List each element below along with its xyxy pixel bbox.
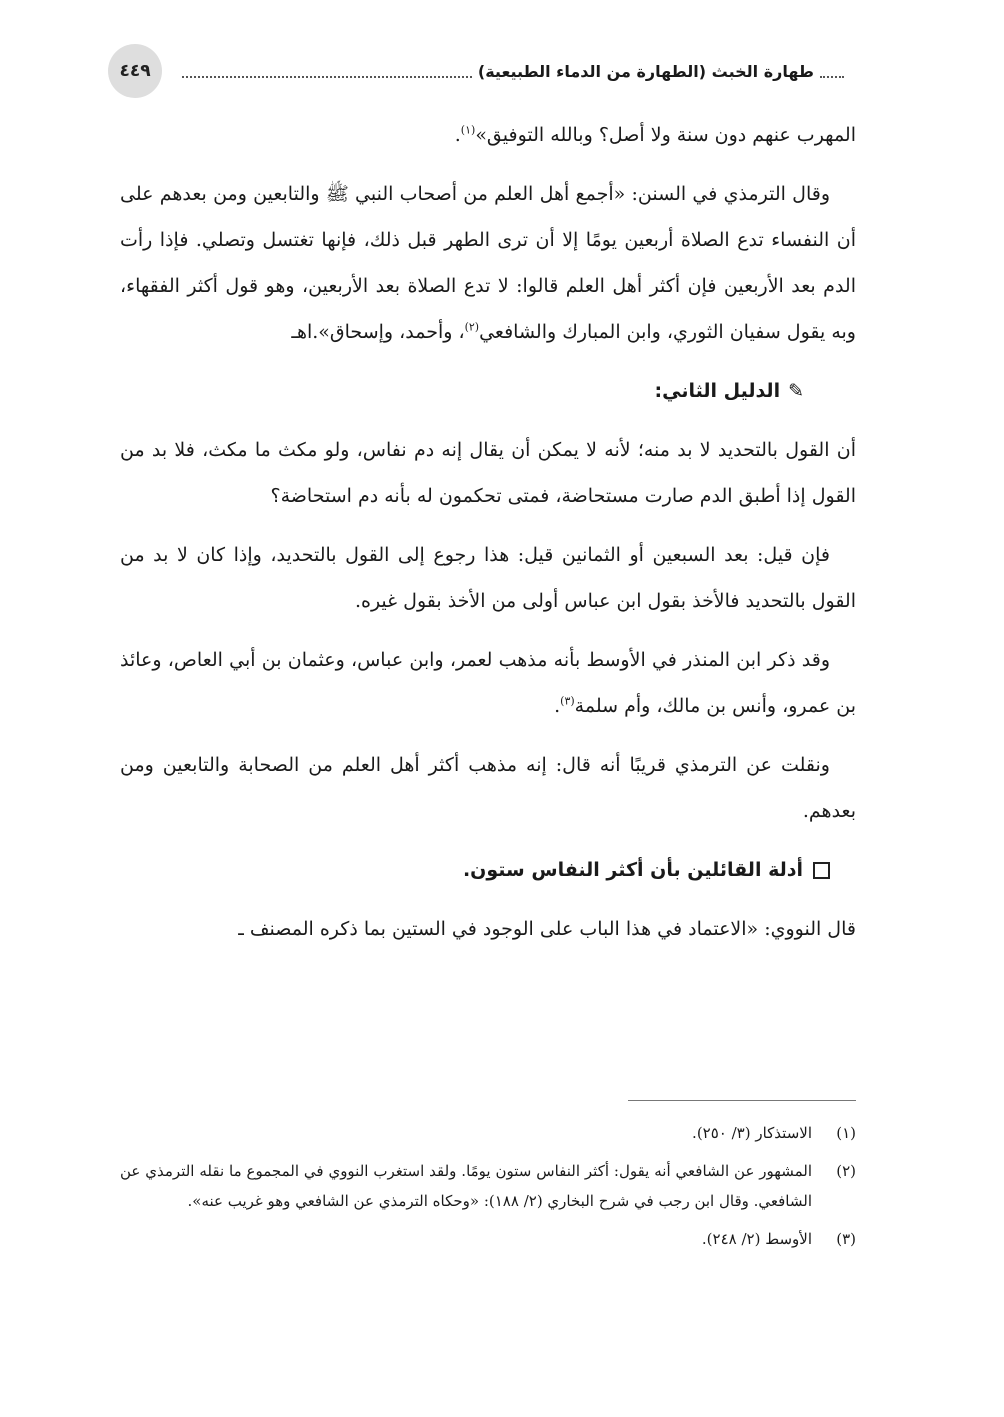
leader-dots-right bbox=[820, 64, 844, 78]
paragraph-2-text: وقال الترمذي في السنن: «أجمع أهل العلم من أصحاب النبي ﷺ والتابعين ومن بعدهم على أن النفساء تدع الصلاة أربعين يومًا إلا أن ترى الطهر قبل ذلك، فإنها تغتسل وتصلي. فإذا رأت الدم بعد الأربعين فإن أكثر أهل العلم قالوا: لا تدع الصلاة بعد الأربعين، وهو قول أكثر الفقهاء، وبه يقول سفيان الثوري، وابن المبارك والشافعي bbox=[120, 183, 856, 343]
heading-second-evidence-text: الدليل الثاني: bbox=[654, 380, 781, 402]
footnote-ref-1: (١) bbox=[460, 123, 476, 137]
heading-sixty-days bbox=[120, 847, 856, 893]
footnotes bbox=[120, 1118, 856, 1262]
footnote-number: (١) bbox=[836, 1124, 856, 1142]
pen-marker-icon: ✎ bbox=[788, 380, 804, 402]
paragraph-1-text: المهرب عنهم دون سنة ولا أصل؟ وبالله التوفيق» bbox=[475, 124, 856, 146]
page-header bbox=[108, 44, 850, 98]
footnote-number: (٣) bbox=[836, 1230, 856, 1248]
running-title bbox=[176, 62, 850, 81]
paragraph-2-end: ، وأحمد، وإسحاق».اهـ bbox=[291, 321, 465, 343]
paragraph-7: قال النووي: «الاعتماد في هذا الباب على الوجود في الستين بما ذكره المصنف ـ bbox=[238, 918, 856, 940]
footnote-separator bbox=[628, 1100, 856, 1101]
paragraph-tirmidhi-quote bbox=[120, 171, 856, 355]
footnote-text: الاستذكار (٣/ ٢٥٠). bbox=[692, 1124, 812, 1142]
footnote-1 bbox=[120, 1118, 856, 1148]
footnote-text: الأوسط (٢/ ٢٤٨). bbox=[701, 1230, 812, 1248]
paragraph-4: فإن قيل: بعد السبعين أو الثمانين قيل: هذا رجوع إلى القول بالتحديد، وإذا كان لا بد من القول بالتحديد فالأخذ بقول ابن عباس أولى من الأخذ بقول غيره. bbox=[120, 544, 856, 612]
footnote-text: المشهور عن الشافعي أنه يقول: أكثر النفاس ستون يومًا. ولقد استغرب النووي في المجموع ما نقله الترمذي عن الشافعي. وقال ابن رجب في شرح البخاري (٢/ ١٨٨): «وحكاه الترمذي عن الشافعي وهو غريب عنه». bbox=[120, 1162, 812, 1210]
page-number: ٤٤٩ bbox=[108, 44, 162, 98]
main-text bbox=[120, 112, 856, 965]
paragraph-6: ونقلت عن الترمذي قريبًا أنه قال: إنه مذهب أكثر أهل العلم من الصحابة والتابعين ومن بعدهم. bbox=[120, 754, 856, 822]
paragraph-1: المهرب عنهم دون سنة ولا أصل؟ وبالله التوفيق»$^{(١)}$. bbox=[454, 123, 856, 146]
paragraph-5 bbox=[120, 637, 856, 729]
heading-second-evidence bbox=[120, 368, 856, 414]
footnote-3 bbox=[120, 1224, 856, 1254]
square-bullet-icon bbox=[813, 862, 830, 879]
footnote-2 bbox=[120, 1156, 856, 1216]
paragraph-3: أن القول بالتحديد لا بد منه؛ لأنه لا يمكن أن يقال إنه دم نفاس، ولو مكث ما مكث، فلا بد من القول إذا أطبق الدم صارت مستحاضة، فمتى تحكمون له بأنه دم استحاضة؟ bbox=[120, 439, 856, 507]
paragraph-5-text: وقد ذكر ابن المنذر في الأوسط بأنه مذهب لعمر، وابن عباس، وعثمان بن أبي العاص، وعائذ بن عمرو، وأنس بن مالك، وأم سلمة bbox=[120, 649, 856, 717]
footnote-number: (٢) bbox=[836, 1162, 856, 1180]
footnote-ref-2: (٢) bbox=[464, 320, 480, 334]
footnote-ref-3: (٣) bbox=[560, 694, 575, 708]
heading-sixty-days-text: أدلة القائلين بأن أكثر النفاس ستون. bbox=[462, 859, 803, 881]
paragraph-5-end: . bbox=[554, 695, 561, 717]
running-title-text: طهارة الخبث (الطهارة من الدماء الطبيعية) bbox=[477, 61, 814, 81]
leader-dots-left bbox=[182, 64, 472, 78]
